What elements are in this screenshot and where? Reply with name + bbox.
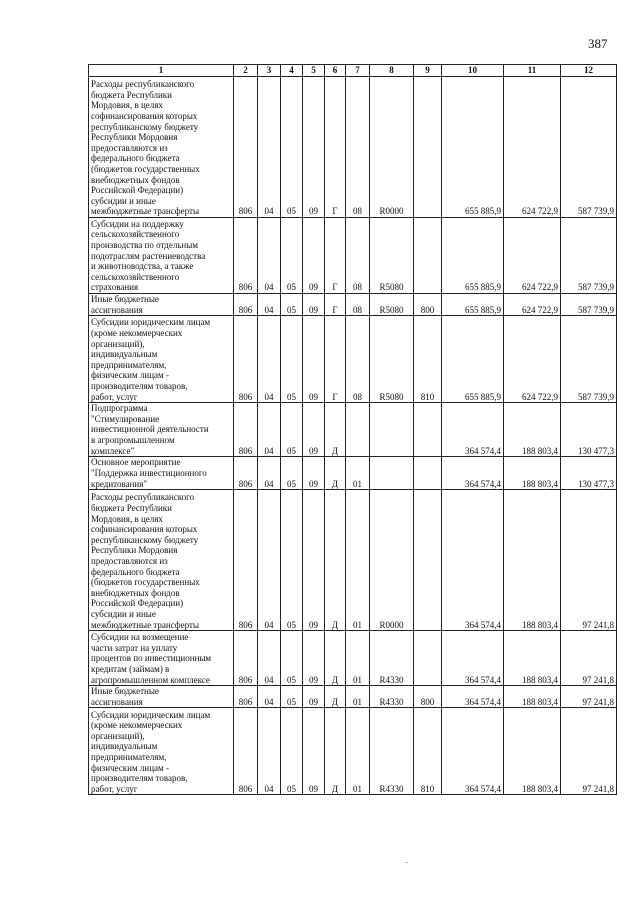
- row-description: Расходы республиканского бюджета Республики Мордовия, в целях софинансирования которых республиканскому бюджету Республики Мордовия предоставляются из федерального бюджета (бюджетов государственных внебюджетных фондов Российской Федерации) субсидии и иные межбюджетные трансферты: [89, 490, 234, 631]
- amount-cell: 97 241,8: [561, 708, 617, 795]
- code-cell: 09: [303, 686, 325, 708]
- amount-cell: 364 574,4: [442, 490, 504, 631]
- code-cell: 806: [234, 218, 258, 294]
- table-row: [89, 708, 617, 795]
- amount-cell: 188 803,4: [504, 490, 561, 631]
- code-cell: 05: [281, 686, 303, 708]
- code-cell: 08: [346, 218, 370, 294]
- code-cell: Г: [325, 218, 346, 294]
- code-cell: 09: [303, 457, 325, 490]
- row-description: Расходы республиканского бюджета Республики Мордовия, в целях софинансирования которых республиканскому бюджету Республики Мордовия предоставляются из федерального бюджета (бюджетов государственных внебюджетных фондов Российской Федерации) субсидии и иные межбюджетные трансферты: [89, 77, 234, 218]
- amount-cell: 130 477,3: [561, 457, 617, 490]
- table-row: [89, 490, 617, 631]
- code-cell: [414, 77, 442, 218]
- amount-cell: 130 477,3: [561, 403, 617, 457]
- code-cell: [414, 490, 442, 631]
- row-description: Иные бюджетные ассигнования: [89, 686, 234, 708]
- code-cell: [414, 457, 442, 490]
- column-header: 4: [281, 65, 303, 77]
- code-cell: Д: [325, 490, 346, 631]
- code-cell: 01: [346, 490, 370, 631]
- code-cell: R4330: [370, 686, 414, 708]
- code-cell: 01: [346, 686, 370, 708]
- amount-cell: 364 574,4: [442, 403, 504, 457]
- code-cell: 04: [258, 708, 281, 795]
- row-description: Субсидии юридическим лицам (кроме некоммерческих организаций), индивидуальным предпринимателям, физическим лицам - производителям товаров, работ, услуг: [89, 708, 234, 795]
- code-cell: 09: [303, 294, 325, 316]
- column-header: 12: [561, 65, 617, 77]
- amount-cell: 655 885,9: [442, 316, 504, 403]
- table-row: [89, 631, 617, 686]
- code-cell: 806: [234, 403, 258, 457]
- amount-cell: 364 574,4: [442, 457, 504, 490]
- code-cell: 09: [303, 77, 325, 218]
- budget-table: [88, 64, 617, 795]
- code-cell: 04: [258, 686, 281, 708]
- code-cell: Д: [325, 686, 346, 708]
- code-cell: 04: [258, 316, 281, 403]
- code-cell: 806: [234, 686, 258, 708]
- row-description: Основное мероприятие "Поддержка инвестиционного кредитования": [89, 457, 234, 490]
- code-cell: 806: [234, 77, 258, 218]
- page-number: 387: [588, 36, 608, 51]
- code-cell: 05: [281, 403, 303, 457]
- code-cell: 08: [346, 294, 370, 316]
- code-cell: 05: [281, 77, 303, 218]
- code-cell: 800: [414, 294, 442, 316]
- code-cell: Г: [325, 77, 346, 218]
- column-header: 1: [89, 65, 234, 77]
- code-cell: 01: [346, 631, 370, 686]
- code-cell: 09: [303, 631, 325, 686]
- code-cell: 810: [414, 316, 442, 403]
- code-cell: R5080: [370, 316, 414, 403]
- code-cell: 806: [234, 294, 258, 316]
- column-header: 7: [346, 65, 370, 77]
- code-cell: 09: [303, 403, 325, 457]
- table-row: [89, 218, 617, 294]
- code-cell: [414, 403, 442, 457]
- code-cell: 806: [234, 631, 258, 686]
- code-cell: Д: [325, 457, 346, 490]
- amount-cell: 188 803,4: [504, 708, 561, 795]
- code-cell: 05: [281, 218, 303, 294]
- amount-cell: 587 739,9: [561, 218, 617, 294]
- code-cell: 04: [258, 77, 281, 218]
- scan-speck: [405, 862, 408, 863]
- amount-cell: 624 722,9: [504, 316, 561, 403]
- row-description: Субсидии на поддержку сельскохозяйственного производства по отдельным подотраслям растениеводства и животноводства, а также сельскохозяйственного страхования: [89, 218, 234, 294]
- code-cell: 05: [281, 708, 303, 795]
- amount-cell: 624 722,9: [504, 77, 561, 218]
- table-row: [89, 77, 617, 218]
- code-cell: R5080: [370, 218, 414, 294]
- code-cell: 05: [281, 316, 303, 403]
- code-cell: R4330: [370, 708, 414, 795]
- code-cell: R0000: [370, 490, 414, 631]
- amount-cell: 624 722,9: [504, 294, 561, 316]
- code-cell: Д: [325, 708, 346, 795]
- code-cell: 01: [346, 457, 370, 490]
- amount-cell: 587 739,9: [561, 294, 617, 316]
- amount-cell: 188 803,4: [504, 631, 561, 686]
- row-description: Подпрограмма "Стимулирование инвестиционной деятельности в агропромышленном комплексе": [89, 403, 234, 457]
- code-cell: 08: [346, 77, 370, 218]
- code-cell: [370, 457, 414, 490]
- amount-cell: 624 722,9: [504, 218, 561, 294]
- amount-cell: 188 803,4: [504, 403, 561, 457]
- amount-cell: 97 241,8: [561, 631, 617, 686]
- code-cell: 08: [346, 316, 370, 403]
- code-cell: 04: [258, 490, 281, 631]
- column-header: 11: [504, 65, 561, 77]
- code-cell: 04: [258, 457, 281, 490]
- code-cell: R4330: [370, 631, 414, 686]
- code-cell: 806: [234, 457, 258, 490]
- code-cell: R5080: [370, 294, 414, 316]
- code-cell: 806: [234, 708, 258, 795]
- code-cell: 09: [303, 316, 325, 403]
- code-cell: 05: [281, 631, 303, 686]
- code-cell: [346, 403, 370, 457]
- amount-cell: 364 574,4: [442, 708, 504, 795]
- amount-cell: 188 803,4: [504, 457, 561, 490]
- code-cell: Г: [325, 316, 346, 403]
- code-cell: Д: [325, 631, 346, 686]
- amount-cell: 188 803,4: [504, 686, 561, 708]
- code-cell: 810: [414, 708, 442, 795]
- code-cell: 09: [303, 218, 325, 294]
- code-cell: [370, 403, 414, 457]
- code-cell: 04: [258, 631, 281, 686]
- code-cell: 04: [258, 294, 281, 316]
- code-cell: R0000: [370, 77, 414, 218]
- row-description: Субсидии юридическим лицам (кроме некоммерческих организаций), индивидуальным предпринимателям, физическим лицам - производителям товаров, работ, услуг: [89, 316, 234, 403]
- code-cell: 04: [258, 403, 281, 457]
- amount-cell: 655 885,9: [442, 294, 504, 316]
- column-header: 10: [442, 65, 504, 77]
- code-cell: 806: [234, 490, 258, 631]
- code-cell: 09: [303, 490, 325, 631]
- row-description: Иные бюджетные ассигнования: [89, 294, 234, 316]
- amount-cell: 364 574,4: [442, 686, 504, 708]
- code-cell: 04: [258, 218, 281, 294]
- code-cell: 800: [414, 686, 442, 708]
- table-row: [89, 316, 617, 403]
- code-cell: 05: [281, 294, 303, 316]
- amount-cell: 655 885,9: [442, 77, 504, 218]
- code-cell: 09: [303, 708, 325, 795]
- amount-cell: 97 241,8: [561, 490, 617, 631]
- code-cell: [414, 631, 442, 686]
- code-cell: 806: [234, 316, 258, 403]
- table-row: [89, 294, 617, 316]
- row-description: Субсидии на возмещение части затрат на уплату процентов по инвестиционным кредитам (займам) в агропромышленном комплексе: [89, 631, 234, 686]
- code-cell: 01: [346, 708, 370, 795]
- code-cell: Г: [325, 294, 346, 316]
- table-row: [89, 457, 617, 490]
- code-cell: 05: [281, 457, 303, 490]
- column-header: 2: [234, 65, 258, 77]
- column-header: 8: [370, 65, 414, 77]
- column-header: 9: [414, 65, 442, 77]
- table-header-row: [89, 65, 617, 77]
- table-row: [89, 403, 617, 457]
- table-row: [89, 686, 617, 708]
- code-cell: 05: [281, 490, 303, 631]
- code-cell: Д: [325, 403, 346, 457]
- amount-cell: 587 739,9: [561, 316, 617, 403]
- amount-cell: 364 574,4: [442, 631, 504, 686]
- amount-cell: 655 885,9: [442, 218, 504, 294]
- column-header: 3: [258, 65, 281, 77]
- code-cell: [414, 218, 442, 294]
- amount-cell: 97 241,8: [561, 686, 617, 708]
- column-header: 6: [325, 65, 346, 77]
- amount-cell: 587 739,9: [561, 77, 617, 218]
- column-header: 5: [303, 65, 325, 77]
